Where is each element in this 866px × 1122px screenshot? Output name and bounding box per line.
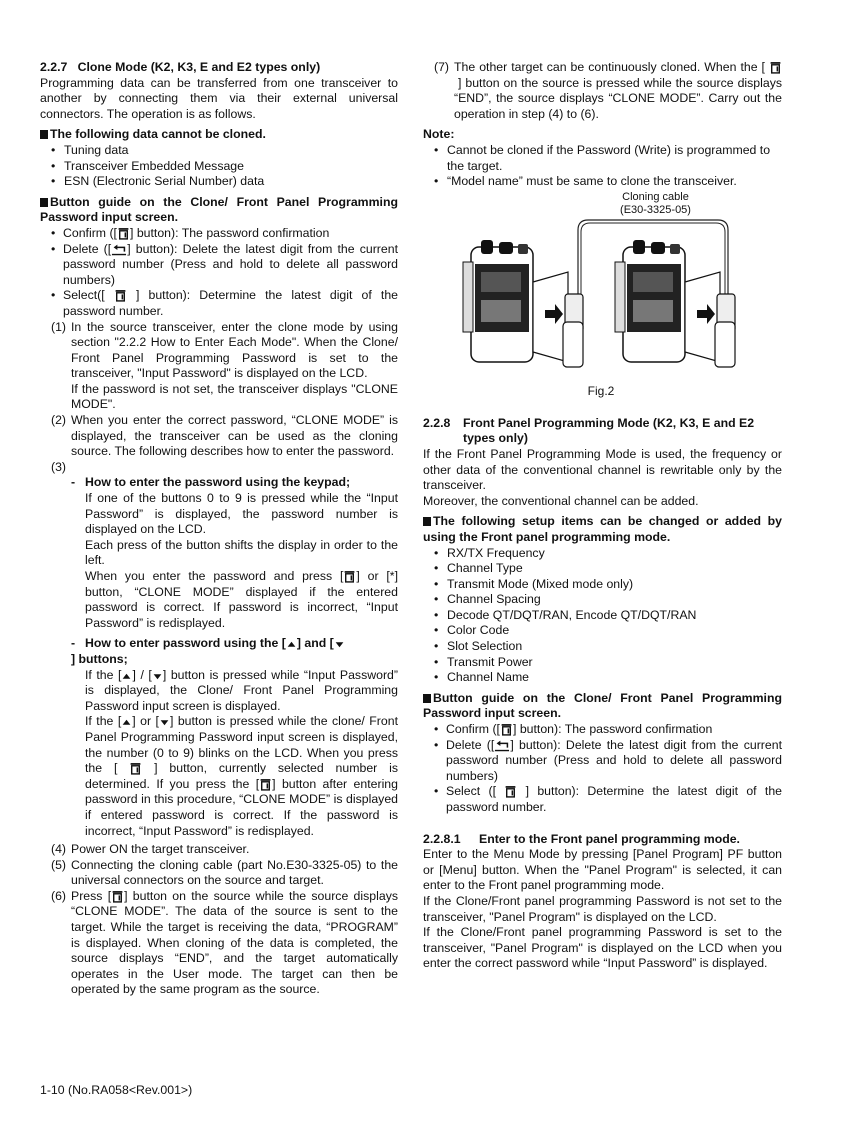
back-arrow-icon: [494, 739, 510, 752]
list-item: • Select ([ ] button): Determine the latest digit of the password number.: [423, 784, 782, 815]
section-2-2-8-1-heading: [423, 832, 782, 848]
list-item: • “Model name” must be same to clone the transceiver.: [423, 174, 782, 190]
list-item: • Tuning data: [40, 143, 398, 159]
up-arrow-icon: [286, 639, 297, 650]
list-item: • Transmit Mode (Mixed mode only): [423, 577, 782, 593]
button-guide-list: [40, 226, 398, 320]
button-guide-heading: Button guide on the Clone/ Front Panel Programming Password input screen.: [40, 194, 398, 225]
square-bullet-icon: [423, 517, 431, 526]
section-2-2-8-heading: [423, 416, 782, 447]
not-cloned-list: [40, 143, 398, 190]
step-2: (2) When you enter the correct password, “CLONE MODE” is displayed, the transceiver can be used as the cloning source. The following describes how to enter the password.: [51, 413, 398, 459]
section-number: 2.2.8.1: [423, 831, 461, 846]
up-arrow-icon: [121, 717, 132, 728]
button-guide-list-2: [423, 722, 782, 816]
step-4: (4) Power ON the target transceiver.: [51, 842, 250, 857]
menu-button-icon: [111, 890, 124, 903]
left-column: [40, 60, 398, 998]
figure-caption: Fig.2: [587, 383, 615, 398]
section-2-2-7-heading: [40, 60, 398, 76]
menu-button-icon: [500, 723, 513, 736]
square-bullet-icon: [40, 198, 48, 207]
section-title: Enter to the Front panel programming mode.: [479, 831, 740, 846]
square-bullet-icon: [40, 130, 48, 139]
list-item: • Color Code: [423, 623, 782, 639]
sec2281-para-3: If the Clone/Front panel programming Password is set to the transceiver, "Panel Program" is displayed on the LCD when you enter the correct password while “Input Password” is displayed.: [423, 925, 782, 971]
section-number: 2.2.7: [40, 60, 68, 74]
not-cloned-heading: The following data cannot be cloned.: [40, 127, 398, 143]
step-6: (6) Press [ ] button on the source while the source displays “CLONE MODE”. The data of the source is sent to the target. While the target is receiving the data, “PROGRAM” is displayed. When cloning of the data is completed, the source displays “END”, and the target automatically operates in the User mode. The target can then be operated by the same program as the source.: [51, 888, 398, 997]
target-radio-illustration: [615, 240, 735, 367]
keypad-heading: How to enter the password using the keypad;: [85, 475, 351, 490]
up-arrow-icon: [121, 671, 132, 682]
menu-button-icon: [114, 289, 127, 302]
cloning-figure: [423, 192, 782, 407]
list-item: • Confirm ([ ] button): The password confirmation: [40, 226, 398, 242]
setup-items-heading: The following setup items can be changed or added by using the Front panel programming mode.: [423, 514, 782, 544]
setup-items-list: [423, 546, 782, 686]
menu-button-icon: [117, 227, 130, 240]
menu-button-icon: [343, 570, 356, 583]
list-item: • Delete ([ ] button): Delete the latest digit from the current password number (Press and hold to delete all password numbers): [423, 738, 782, 785]
section-title: Front Panel Programming Mode (K2, K3, E and E2 types only): [463, 415, 755, 446]
back-arrow-icon: [111, 243, 127, 256]
list-item: • Confirm ([ ] button): The password confirmation: [423, 722, 782, 738]
down-arrow-icon: [334, 639, 345, 650]
note-list: [423, 143, 782, 190]
sec2281-para-1: Enter to the Menu Mode by pressing [Panel Program] PF button or [Menu] button. When the "Panel Program" is selected, it can enter to the Front panel programming mode.: [423, 847, 782, 893]
sec228-para-1: If the Front Panel Programming Mode is used, the frequency or other data of the conventional channel is rewritable only by the transceiver.: [423, 446, 782, 493]
down-arrow-icon: [152, 671, 163, 682]
list-item: • ESN (Electronic Serial Number) data: [40, 174, 398, 190]
source-radio-illustration: [463, 240, 583, 367]
note-heading: Note:: [423, 127, 455, 142]
list-item: • Select([ ] button): Determine the latest digit of the password number.: [40, 288, 398, 319]
step-7: (7) The other target can be continuously cloned. When the [ ] button on the source is pressed while the source displays “END”, the source displays “CLONE MODE”. Carry out the operation in step (4) to (6).: [434, 60, 782, 121]
list-item: • Channel Spacing: [423, 592, 782, 608]
list-item: • Channel Type: [423, 561, 782, 577]
cable-label: Cloning cable (E30-3325-05): [620, 190, 691, 216]
clone-intro: Programming data can be transferred from one transceiver to another by connecting them via their external universal connectors. The operation is as follows.: [40, 75, 398, 121]
page-footer: 1-10 (No.RA058<Rev.001>): [40, 1083, 193, 1097]
down-arrow-icon: [159, 717, 170, 728]
menu-button-icon: [769, 61, 782, 74]
section-title: Clone Mode (K2, K3, E and E2 types only): [77, 60, 321, 74]
button-guide-heading-2: Button guide on the Clone/ Front Panel Programming Password input screen.: [423, 690, 782, 721]
sec228-para-2: Moreover, the conventional channel can be added.: [423, 493, 699, 508]
list-item: • Slot Selection: [423, 639, 782, 655]
clone-steps: [40, 320, 398, 999]
menu-button-icon: [504, 785, 517, 798]
square-bullet-icon: [423, 694, 431, 703]
list-item: • Transmit Power: [423, 655, 782, 671]
sec2281-para-2: If the Clone/Front panel programming Password is not set to the transceiver, "Panel Program" is displayed on the LCD.: [423, 893, 782, 924]
step-3: (3) - How to enter the password using the keypad; If one of the buttons 0 to 9 is pressed while the “Input Password” is displayed, the password number is displayed on the LCD. Each press of the button shifts the display in order to the left. When you enter the password and press [ ] or [*] button, “CLONE MODE” displayed if the entered password is correct. If password is incorrect, “Input Password” is redisplayed. - How to enter password using the [ ] and [] buttons; If the [ ] / [ ] button is pressed while “Input Password” is displayed, the Clone/ Front Panel Programming Password input screen is displayed. If the [ ] or [ ] button is pressed while the clone/ Front Panel Programming Password input screen is displayed, the number (0 to 9) blinks on the LCD. When you press the [ ] button, currently selected number is determined. If you press the [ ] button after entering password in this procedure, “CLONE MODE” is displayed if entered password is correct. If the password is incorrect, “Input Password” is redisplayed.: [51, 459, 399, 838]
section-number: 2.2.8: [423, 415, 451, 430]
menu-button-icon: [129, 762, 142, 775]
list-item: • Cannot be cloned if the Password (Write) is programmed to the target.: [423, 143, 782, 174]
keypad-method: - How to enter the password using the keypad; If one of the buttons 0 to 9 is pressed while the “Input Password” is displayed, the password number is displayed on the LCD. Each press of the button shifts the display in order to the left. When you enter the password and press [ ] or [*] button, “CLONE MODE” displayed if the entered password is correct. If password is incorrect, “Input Password” is redisplayed.: [71, 475, 398, 630]
list-item: • Decode QT/DQT/RAN, Encode QT/DQT/RAN: [423, 608, 782, 624]
updown-method: - How to enter password using the [ ] and [] buttons; If the [ ] / [ ] button is pressed while “Input Password” is displayed, the Clone/ Front Panel Programming Password input screen is displayed. If the [ ] or [ ] button is pressed while the clone/ Front Panel Programming Password input screen is displayed, the number (0 to 9) blinks on the LCD. When you press the [ ] button, currently selected number is determined. If you press the [ ] button after entering password in this procedure, “CLONE MODE” is displayed if entered password is correct. If the password is incorrect, “Input Password” is redisplayed.: [71, 636, 399, 838]
list-item: • RX/TX Frequency: [423, 546, 782, 562]
menu-button-icon: [259, 778, 272, 791]
step-5: (5) Connecting the cloning cable (part No.E30-3325-05) to the universal connectors on the source and target.: [51, 857, 398, 888]
list-item: • Transceiver Embedded Message: [40, 159, 398, 175]
cloning-illustration: [423, 192, 782, 407]
list-item: • Channel Name: [423, 670, 782, 686]
step-1: (1) In the source transceiver, enter the clone mode by using section "2.2.2 How to Enter Each Mode". When the Clone/ Front Panel Programming Password is set to the transceiver, "Input Password" is displayed on the LCD. If the password is not set, the transceiver displays "CLONE MODE".: [51, 319, 398, 412]
clone-steps-cont: [423, 60, 782, 122]
right-column: [423, 60, 782, 972]
list-item: • Delete ([ ] button): Delete the latest digit from the current password number (Press and hold to delete all password numbers): [40, 242, 398, 289]
